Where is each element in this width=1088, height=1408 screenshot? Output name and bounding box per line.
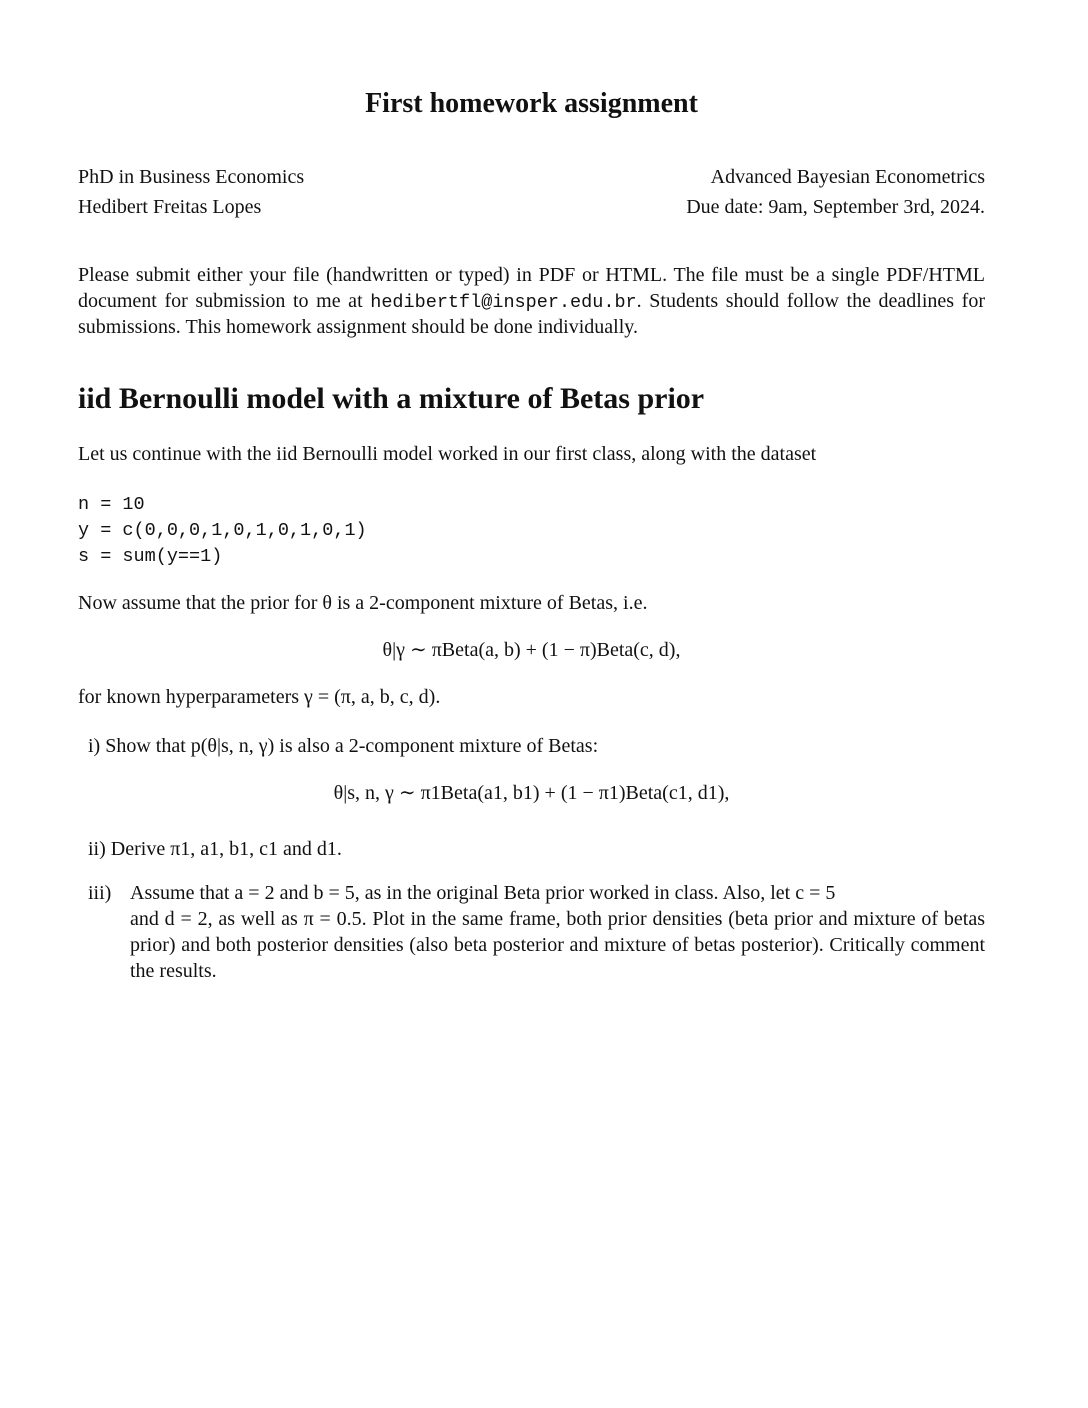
section-heading: iid Bernoulli model with a mixture of Betas prior [78,382,705,415]
question-label: ii) [88,838,106,860]
lead-paragraph: Let us continue with the iid Bernoulli model worked in our first class, along with the dataset [78,443,817,465]
header-row-1 [78,165,985,189]
question-text-rest: and d = 2, as well as π = 0.5. Plot in the same frame, both prior densities (beta prior and mixture of betas prior) and both posterior densities (also beta posterior and mixture of betas posterior). Critically comment the results. [130,908,985,982]
hyperparameters-paragraph: for known hyperparameters γ = (π, a, b, c, d). [78,686,441,708]
instructor-name: Hedibert Freitas Lopes [78,196,262,218]
submission-instructions [78,263,985,341]
intro-text-1: Please submit either your file (handwritten or typed) in PDF or HTML. The file must be a single PDF/HTML document for submission to me at [78,264,985,312]
prior-equation: θ|γ ∼ πBeta(a, b) + (1 − π)Beta(c, d), [382,639,681,661]
email-address: hedibertfl@insper.edu.br [370,291,637,313]
question-label: i) [88,735,101,757]
code-line: n = 10 [78,494,145,515]
question-ii [88,836,342,862]
document-title: First homework assignment [365,88,698,119]
code-line: y = c(0,0,0,1,0,1,0,1,0,1) [78,520,367,541]
header-row-2 [78,195,985,219]
posterior-equation: θ|s, n, γ ∼ π1Beta(a1, b1) + (1 − π1)Beta(c1, d1), [333,782,730,804]
document-page [78,0,985,1408]
question-text: Derive π1, a1, b1, c1 and d1. [110,838,342,860]
prior-paragraph: Now assume that the prior for θ is a 2-component mixture of Betas, i.e. [78,592,648,614]
course-name: Advanced Bayesian Econometrics [710,166,985,188]
question-i [88,733,598,759]
question-text-line1: Assume that a = 2 and b = 5, as in the original Beta prior worked in class. Also, let c = 5 [130,882,836,904]
intro-text-2: . Students should follow the deadlines for submissions. This homework assignment should be done individually. [78,289,985,338]
question-iii [88,880,985,984]
question-label: iii) [88,882,112,904]
program-name: PhD in Business Economics [78,166,305,188]
code-line: s = sum(y==1) [78,546,223,567]
code-block [78,492,367,570]
question-text: Show that p(θ|s, n, γ) is also a 2-component mixture of Betas: [105,735,599,757]
due-date: Due date: 9am, September 3rd, 2024. [686,196,985,218]
